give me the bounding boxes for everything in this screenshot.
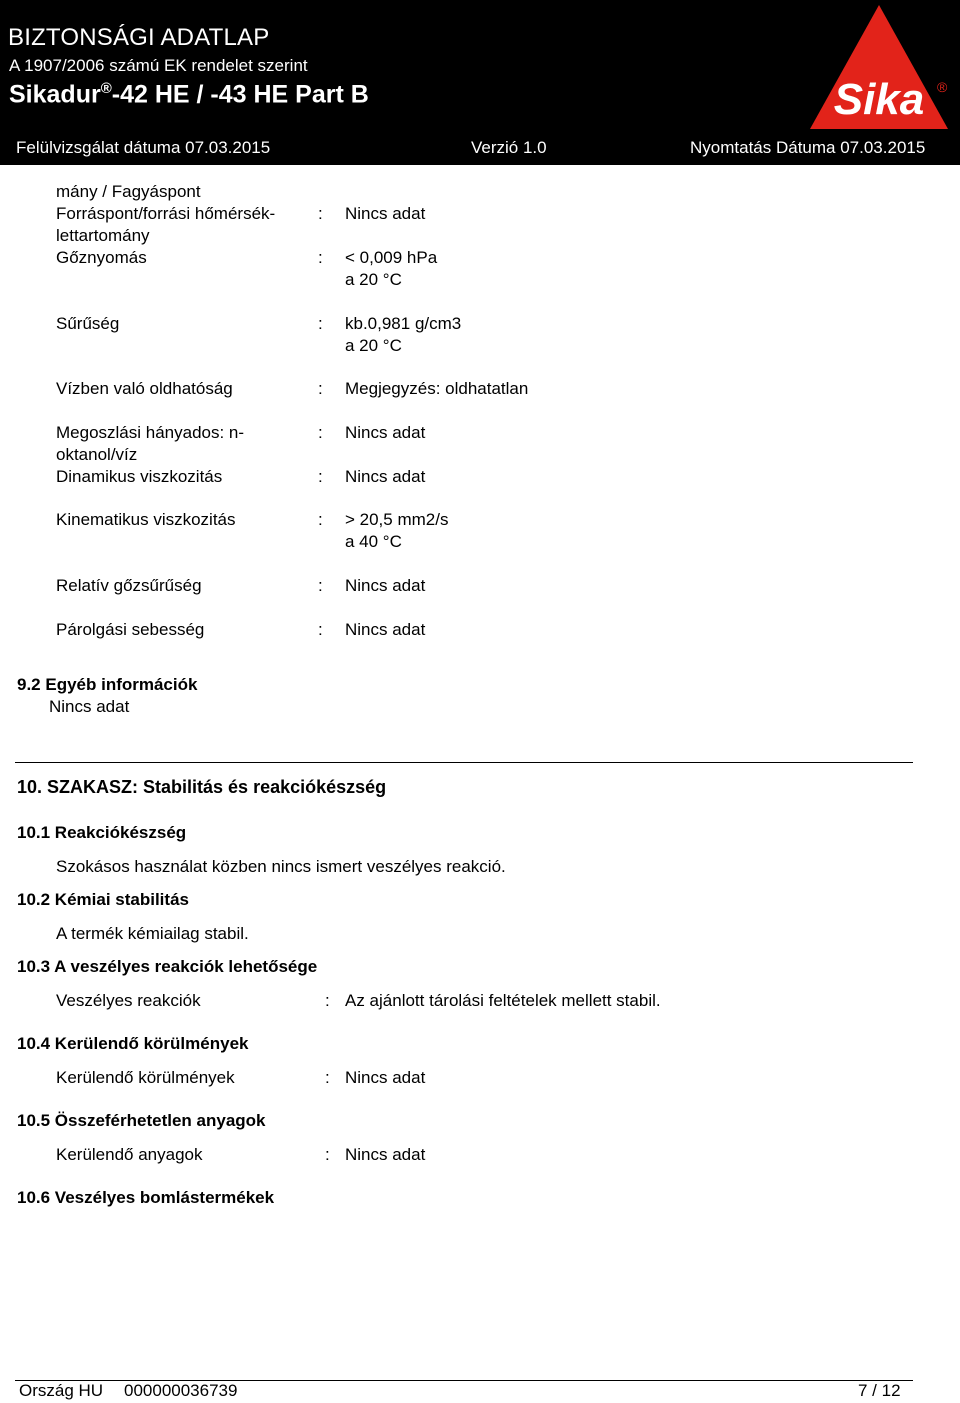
property-label-line: Megoszlási hányados: n- — [56, 423, 245, 442]
logo-text: Sika — [833, 75, 925, 124]
s102-heading: 10.2 Kémiai stabilitás — [17, 890, 189, 909]
property-separator: : — [318, 510, 323, 529]
property-value-line: a 20 °C — [345, 336, 402, 355]
property-label-line: Forráspont/forrási hőmérsék- — [56, 204, 276, 223]
footer-doc-number: 000000036739 — [124, 1381, 238, 1400]
property-value-line: Nincs adat — [345, 467, 426, 486]
property-label-line: Relatív gőzsűrűség — [56, 576, 202, 595]
s104-label: Kerülendő körülmények — [56, 1068, 235, 1087]
property-separator: : — [318, 314, 323, 333]
s103-heading: 10.3 A veszélyes reakciók lehetősége — [17, 957, 318, 976]
product-name — [9, 80, 369, 109]
print-date: Nyomtatás Dátuma 07.03.2015 — [690, 138, 926, 157]
property-separator: : — [318, 467, 323, 486]
s103-separator: : — [325, 991, 330, 1010]
s105-separator: : — [325, 1145, 330, 1164]
property-label-line: Sűrűség — [56, 314, 120, 333]
property-separator: : — [318, 576, 323, 595]
section-divider — [15, 762, 913, 763]
product-name-base: Sikadur — [9, 80, 101, 109]
s104-value: Nincs adat — [345, 1068, 426, 1087]
registered-mark: ® — [100, 80, 112, 97]
s104-heading: 10.4 Kerülendő körülmények — [17, 1034, 249, 1053]
revision-date: Felülvizsgálat dátuma 07.03.2015 — [16, 138, 271, 157]
s104-separator: : — [325, 1068, 330, 1087]
document-header — [0, 0, 960, 165]
version: Verzió 1.0 — [471, 138, 547, 157]
s105-label: Kerülendő anyagok — [56, 1145, 203, 1164]
product-name-suffix: -42 HE / -43 HE Part B — [111, 80, 369, 109]
property-separator: : — [318, 620, 323, 639]
s101-heading: 10.1 Reakciókészség — [17, 823, 187, 842]
sika-logo — [803, 2, 953, 132]
property-value-line: Nincs adat — [345, 423, 426, 442]
property-separator: : — [318, 248, 323, 267]
property-label-line: mány / Fagyáspont — [56, 182, 201, 201]
property-value-line: Nincs adat — [345, 620, 426, 639]
property-value-line: Megjegyzés: oldhatatlan — [345, 379, 529, 398]
property-value-line: a 40 °C — [345, 532, 402, 551]
s103-value: Az ajánlott tárolási feltételek mellett stabil. — [345, 991, 661, 1010]
s103-label: Veszélyes reakciók — [56, 991, 201, 1010]
s105-value: Nincs adat — [345, 1145, 426, 1164]
s106-heading: 10.6 Veszélyes bomlástermékek — [17, 1188, 275, 1207]
sec92-heading: 9.2 Egyéb információk — [17, 675, 198, 694]
s102-text: A termék kémiailag stabil. — [56, 924, 249, 943]
property-label-line: lettartomány — [56, 226, 150, 245]
property-value-line: Nincs adat — [345, 576, 426, 595]
s105-heading: 10.5 Összeférhetetlen anyagok — [17, 1111, 266, 1130]
sec92-text: Nincs adat — [49, 697, 130, 716]
property-label-line: Gőznyomás — [56, 248, 147, 267]
property-separator: : — [318, 379, 323, 398]
logo-registered-mark: ® — [937, 79, 948, 95]
footer-country: Ország HU — [19, 1381, 104, 1400]
property-label-line: Dinamikus viszkozitás — [56, 467, 223, 486]
property-value-line: < 0,009 hPa — [345, 248, 438, 267]
regulation-line: A 1907/2006 számú EK rendelet szerint — [9, 56, 308, 75]
s101-text: Szokásos használat közben nincs ismert veszélyes reakció. — [56, 857, 506, 876]
property-label-line: oktanol/víz — [56, 445, 138, 464]
property-label-line: Kinematikus viszkozitás — [56, 510, 236, 529]
property-label-line: Párolgási sebesség — [56, 620, 205, 639]
property-value-line: Nincs adat — [345, 204, 426, 223]
footer-page-number: 7 / 12 — [858, 1381, 901, 1400]
property-label-line: Vízben való oldhatóság — [56, 379, 233, 398]
property-separator: : — [318, 423, 323, 442]
section10-heading: 10. SZAKASZ: Stabilitás és reakciókészség — [17, 777, 387, 797]
property-value-line: > 20,5 mm2/s — [345, 510, 449, 529]
property-value-line: a 20 °C — [345, 270, 402, 289]
property-separator: : — [318, 204, 323, 223]
document-title: BIZTONSÁGI ADATLAP — [8, 24, 270, 51]
property-value-line: kb.0,981 g/cm3 — [345, 314, 462, 333]
